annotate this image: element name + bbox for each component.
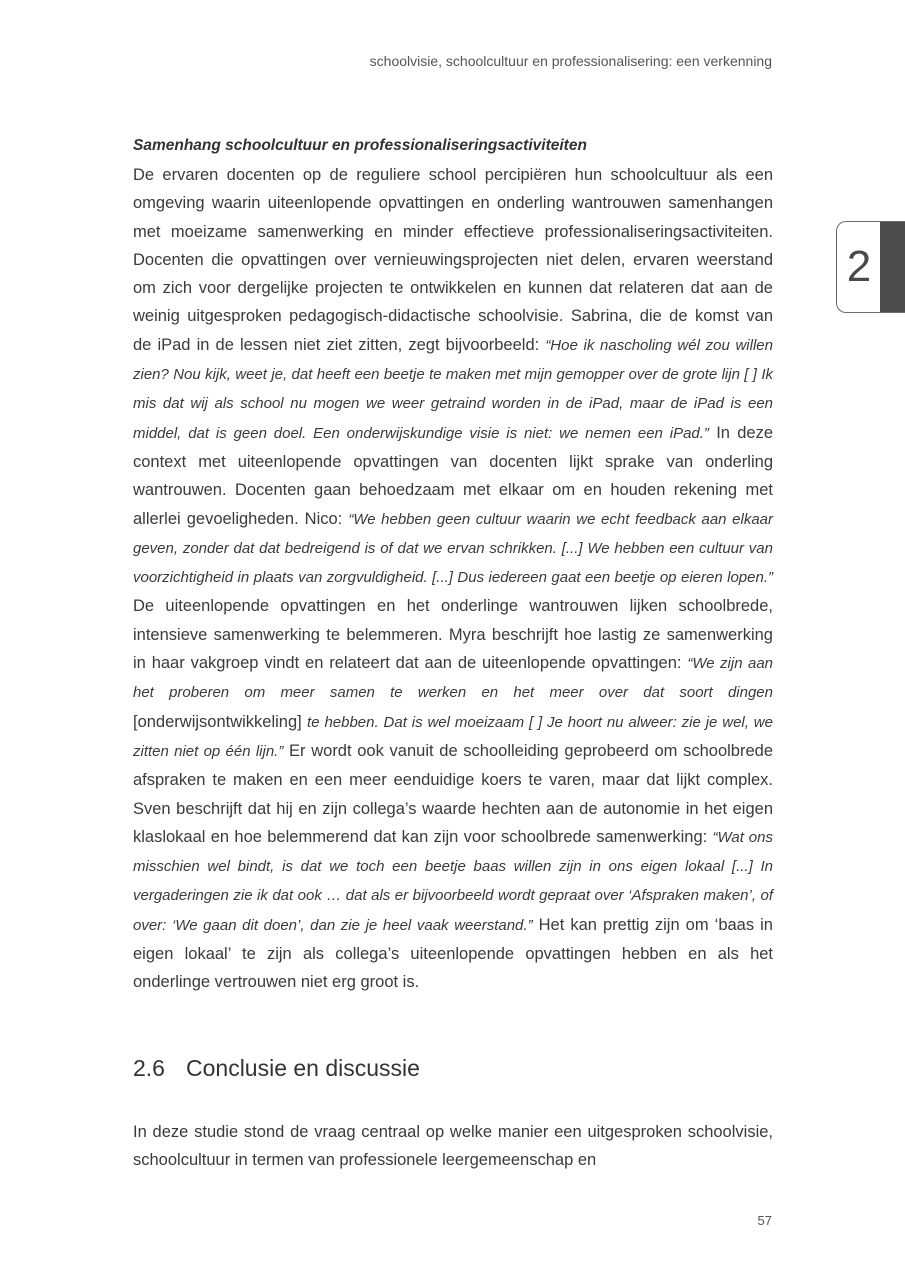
quote-myra-continued: te hebben. Dat is wel moeizaam [ ] Je hoort nu alweer: zie je wel, we zitten niet op één lijn.” — [133, 713, 773, 760]
body-text: [onderwijsontwikkeling] — [133, 712, 308, 731]
section-title: Conclusie en discussie — [186, 1054, 420, 1081]
body-text: In deze context met uiteenlopende opvattingen van docenten lijkt sprake van onderling wantrouwen. Docenten gaan behoedzaam met elkaar om en houden rekening met allerlei gevoeligheden. Nico: — [133, 423, 773, 528]
body-text: Er wordt ook vanuit de schoolleiding geprobeerd om schoolbrede afspraken te maken en een meer eenduidige koers te varen, maar dat lijkt complex. Sven beschrijft dat hij en zijn collega’s waarde hechten aan de autonomie in het eigen klaslokaal en hoe belemmerend dat kan zijn voor schoolbrede samenwerking: — [133, 741, 773, 846]
body-text: Het kan prettig zijn om ‘baas in eigen lokaal’ te zijn als collega’s uiteenlopende opvattingen hebben en als het onderlinge vertrouwen niet erg groot is. — [133, 915, 773, 992]
section-number: 2.6 — [133, 1054, 165, 1081]
quote-nico: “We hebben geen cultuur waarin we echt feedback aan elkaar geven, zonder dat dat bedreigend is of dat we ervan schrikken. [...] We hebben een cultuur van voorzichtigheid in plaats van zorgvuldigheid. [...] Dus iedereen gaat een beetje op eieren lopen.” — [133, 510, 773, 587]
body-paragraph: In deze studie stond de vraag centraal op welke manier een uitgesproken schoolvisie, schoolcultuur in termen van professionele leergemeenschap en — [133, 1122, 773, 1169]
chapter-tab — [836, 221, 905, 313]
quote-sabrina: “Hoe ik nascholing wél zou willen zien? Nou kijk, weet je, dat heeft een beetje te maken met mijn gemopper over de grote lijn [ ] Ik mis dat wij als school nu mogen we weer getraind worden in de iPad, maar de iPad is een middel, dat is geen doel. Een onderwijskundige visie is niet: we nemen een iPad.” — [133, 336, 773, 442]
page-number: 57 — [757, 1213, 772, 1228]
page-content — [133, 134, 773, 1174]
body-paragraph — [133, 161, 773, 997]
body-text: De uiteenlopende opvattingen en het onderlinge wantrouwen lijken schoolbrede, intensieve samenwerking te belemmeren. Myra beschrijft hoe lastig ze samenwerking in haar vakgroep vindt en relateert dat aan de uiteenlopende opvattingen: — [133, 597, 773, 673]
body-text: De ervaren docenten op de reguliere school percipiëren hun schoolcultuur als een omgeving waarin uiteenlopende opvattingen en onderling wantrouwen samenhangen met moeizame samenwerking en minder effectieve professionaliseringsactiviteiten. Docenten die opvattingen over vernieuwingsprojecten niet delen, ervaren weerstand om zich voor dergelijke projecten te ontwikkelen en kunnen dat relateren dat aan de weinig uitgesproken pedagogisch-didactische schoolvisie. Sabrina, die de komst van de iPad in de lessen niet ziet zitten, zegt bijvoorbeeld: — [133, 166, 773, 354]
chapter-tab-bar — [880, 222, 905, 312]
quote-myra: “We zijn aan het proberen om meer samen te werken en het meer over dat soort dingen — [133, 655, 774, 702]
section-heading — [133, 1053, 773, 1083]
chapter-number: 2 — [846, 242, 872, 291]
quote-sven: “Wat ons misschien wel bindt, is dat we toch een beetje baas willen zijn in ons eigen lokaal [...] In vergaderingen zie ik dat ook … dat als er bijvoorbeeld wordt gepraat over ‘Afspraken maken’, of over: ‘We gaan dit doen’, dan zie je heel vaak weerstand.” — [133, 828, 773, 934]
subsection-title: Samenhang schoolcultuur en professionaliseringsactiviteiten — [133, 137, 587, 154]
running-header: schoolvisie, schoolcultuur en professionalisering: een verkenning — [369, 53, 772, 69]
